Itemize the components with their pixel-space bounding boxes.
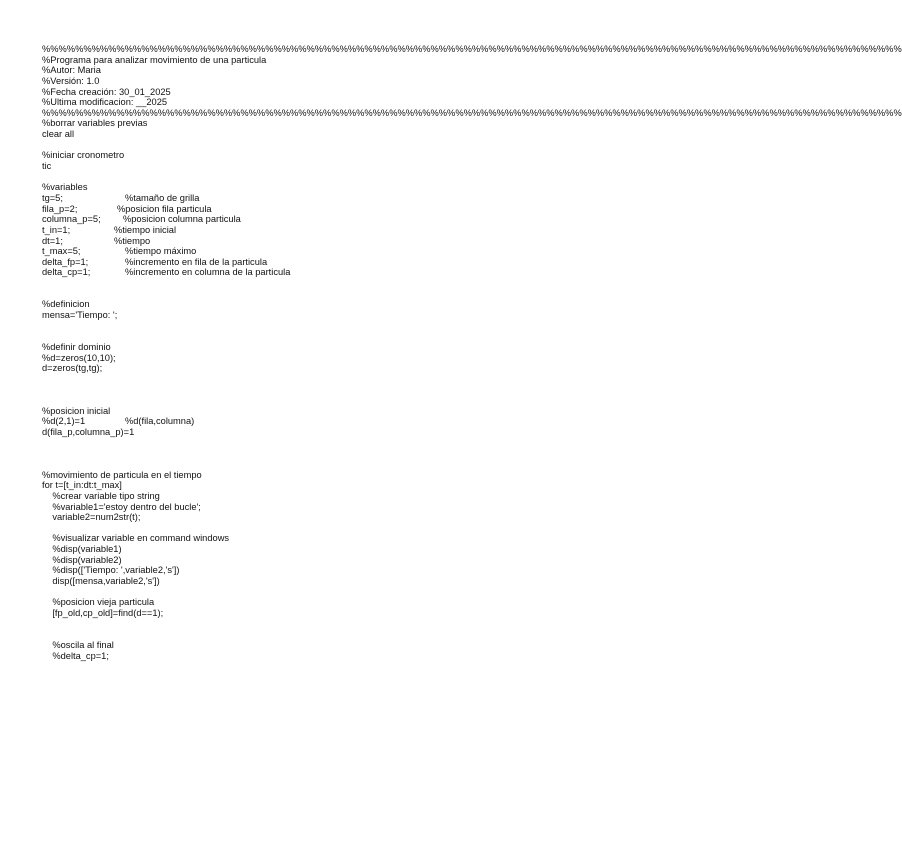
code-text: tic <box>42 161 52 172</box>
code-text: tg=5; <box>42 192 63 203</box>
code-text: %movimiento de particula en el tiempo <box>42 469 202 480</box>
code-line <box>42 416 902 427</box>
code-line <box>42 55 902 66</box>
inline-comment: %incremento en columna de la particula <box>125 267 291 278</box>
code-text: %Ultima modificacion: __2025 <box>42 97 168 108</box>
code-text: %%%%%%%%%%%%%%%%%%%%%%%%%%%%%%%%%%%%%%%%%%%%%%%%%%%%%%%%%%%%%%%%%%%%%%%%%%%%%%%%%%%%%%%%%%%%%%%%%%%%%%%% <box>42 107 902 118</box>
code-line <box>42 150 902 161</box>
code-text: delta_fp=1; <box>42 256 89 267</box>
code-text: %iniciar cronometro <box>42 150 125 161</box>
code-line <box>42 459 902 470</box>
code-text: d=zeros(tg,tg); <box>42 363 103 374</box>
code-line <box>42 608 902 619</box>
code-text: mensa='Tiempo: '; <box>42 310 118 321</box>
code-text: %crear variable tipo string <box>42 490 160 501</box>
code-line <box>42 310 902 321</box>
code-listing <box>42 44 902 661</box>
code-line <box>42 587 902 598</box>
code-text: %variable1='estoy dentro del bucle'; <box>42 501 201 512</box>
code-line <box>42 523 902 534</box>
code-line <box>42 172 902 183</box>
code-line <box>42 193 902 204</box>
code-text: clear all <box>42 129 75 140</box>
code-text: %visualizar variable en command windows <box>42 533 230 544</box>
code-line <box>42 289 902 300</box>
code-text: %Programa para analizar movimiento de una particula <box>42 54 267 65</box>
inline-comment: %tiempo máximo <box>125 246 197 257</box>
code-line <box>42 374 902 385</box>
code-text: t_in=1; <box>42 224 71 235</box>
code-line <box>42 544 902 555</box>
code-line <box>42 640 902 651</box>
code-text: delta_cp=1; <box>42 267 91 278</box>
code-text: fila_p=2; <box>42 203 78 214</box>
code-text: %Autor: Maria <box>42 65 101 76</box>
code-line <box>42 385 902 396</box>
code-line <box>42 129 902 140</box>
code-line <box>42 629 902 640</box>
code-line <box>42 597 902 608</box>
code-line <box>42 406 902 417</box>
code-line <box>42 236 902 247</box>
code-line <box>42 321 902 332</box>
code-line <box>42 565 902 576</box>
code-text: t_max=5; <box>42 246 81 257</box>
code-line <box>42 278 902 289</box>
code-line <box>42 140 902 151</box>
code-text: %delta_cp=1; <box>42 650 109 661</box>
code-line <box>42 257 902 268</box>
code-text: %variables <box>42 182 88 193</box>
code-line <box>42 225 902 236</box>
inline-comment: %incremento en fila de la particula <box>125 256 268 267</box>
code-line <box>42 161 902 172</box>
code-text: %d(2,1)=1 <box>42 416 86 427</box>
code-line <box>42 555 902 566</box>
inline-comment: %tamaño de grilla <box>125 192 200 203</box>
code-line <box>42 448 902 459</box>
code-line <box>42 619 902 630</box>
inline-comment: %d(fila,columna) <box>125 416 195 427</box>
inline-comment: %posicion fila particula <box>117 203 212 214</box>
code-line <box>42 44 902 55</box>
code-text: %borrar variables previas <box>42 118 148 129</box>
code-text: %disp(variable2) <box>42 554 122 565</box>
code-line <box>42 97 902 108</box>
code-text: %posicion vieja particula <box>42 597 155 608</box>
code-line <box>42 533 902 544</box>
code-line <box>42 182 902 193</box>
code-text: %definir dominio <box>42 341 111 352</box>
code-line <box>42 651 902 662</box>
inline-comment: %tiempo inicial <box>114 224 177 235</box>
code-text: %disp(variable1) <box>42 544 122 555</box>
code-text: [fp_old,cp_old]=find(d==1); <box>42 607 164 618</box>
code-text: disp([mensa,variable2,'s']) <box>42 576 160 587</box>
code-line <box>42 267 902 278</box>
code-line <box>42 342 902 353</box>
code-text: d(fila_p,columna_p)=1 <box>42 427 135 438</box>
code-line <box>42 480 902 491</box>
code-line <box>42 512 902 523</box>
code-line <box>42 76 902 87</box>
code-text: %%%%%%%%%%%%%%%%%%%%%%%%%%%%%%%%%%%%%%%%%%%%%%%%%%%%%%%%%%%%%%%%%%%%%%%%%%%%%%%%%%%%%%%%%%%%%%%%%%%%%%%% <box>42 44 902 54</box>
code-text: %Fecha creación: 30_01_2025 <box>42 86 171 97</box>
code-line <box>42 87 902 98</box>
code-text: %d=zeros(10,10); <box>42 352 116 363</box>
code-line <box>42 502 902 513</box>
code-line <box>42 299 902 310</box>
code-line <box>42 65 902 76</box>
code-text: %disp(['Tiempo: ',variable2,'s']) <box>42 565 180 576</box>
code-line <box>42 438 902 449</box>
code-text: for t=[t_in:dt:t_max] <box>42 480 122 491</box>
code-line <box>42 214 902 225</box>
code-text: columna_p=5; <box>42 214 101 225</box>
code-text: variable2=num2str(t); <box>42 512 141 523</box>
code-text: %posicion inicial <box>42 405 111 416</box>
code-text: dt=1; <box>42 235 63 246</box>
code-line <box>42 353 902 364</box>
inline-comment: %posicion columna particula <box>123 214 241 225</box>
code-line <box>42 331 902 342</box>
code-line <box>42 363 902 374</box>
code-line <box>42 491 902 502</box>
code-line <box>42 576 902 587</box>
code-line <box>42 204 902 215</box>
code-text: %oscila al final <box>42 639 114 650</box>
code-text: %Versión: 1.0 <box>42 75 100 86</box>
code-line <box>42 246 902 257</box>
code-line <box>42 427 902 438</box>
code-line <box>42 118 902 129</box>
code-line <box>42 470 902 481</box>
code-line <box>42 395 902 406</box>
code-line <box>42 108 902 119</box>
inline-comment: %tiempo <box>114 235 151 246</box>
code-text: %definicion <box>42 299 90 310</box>
